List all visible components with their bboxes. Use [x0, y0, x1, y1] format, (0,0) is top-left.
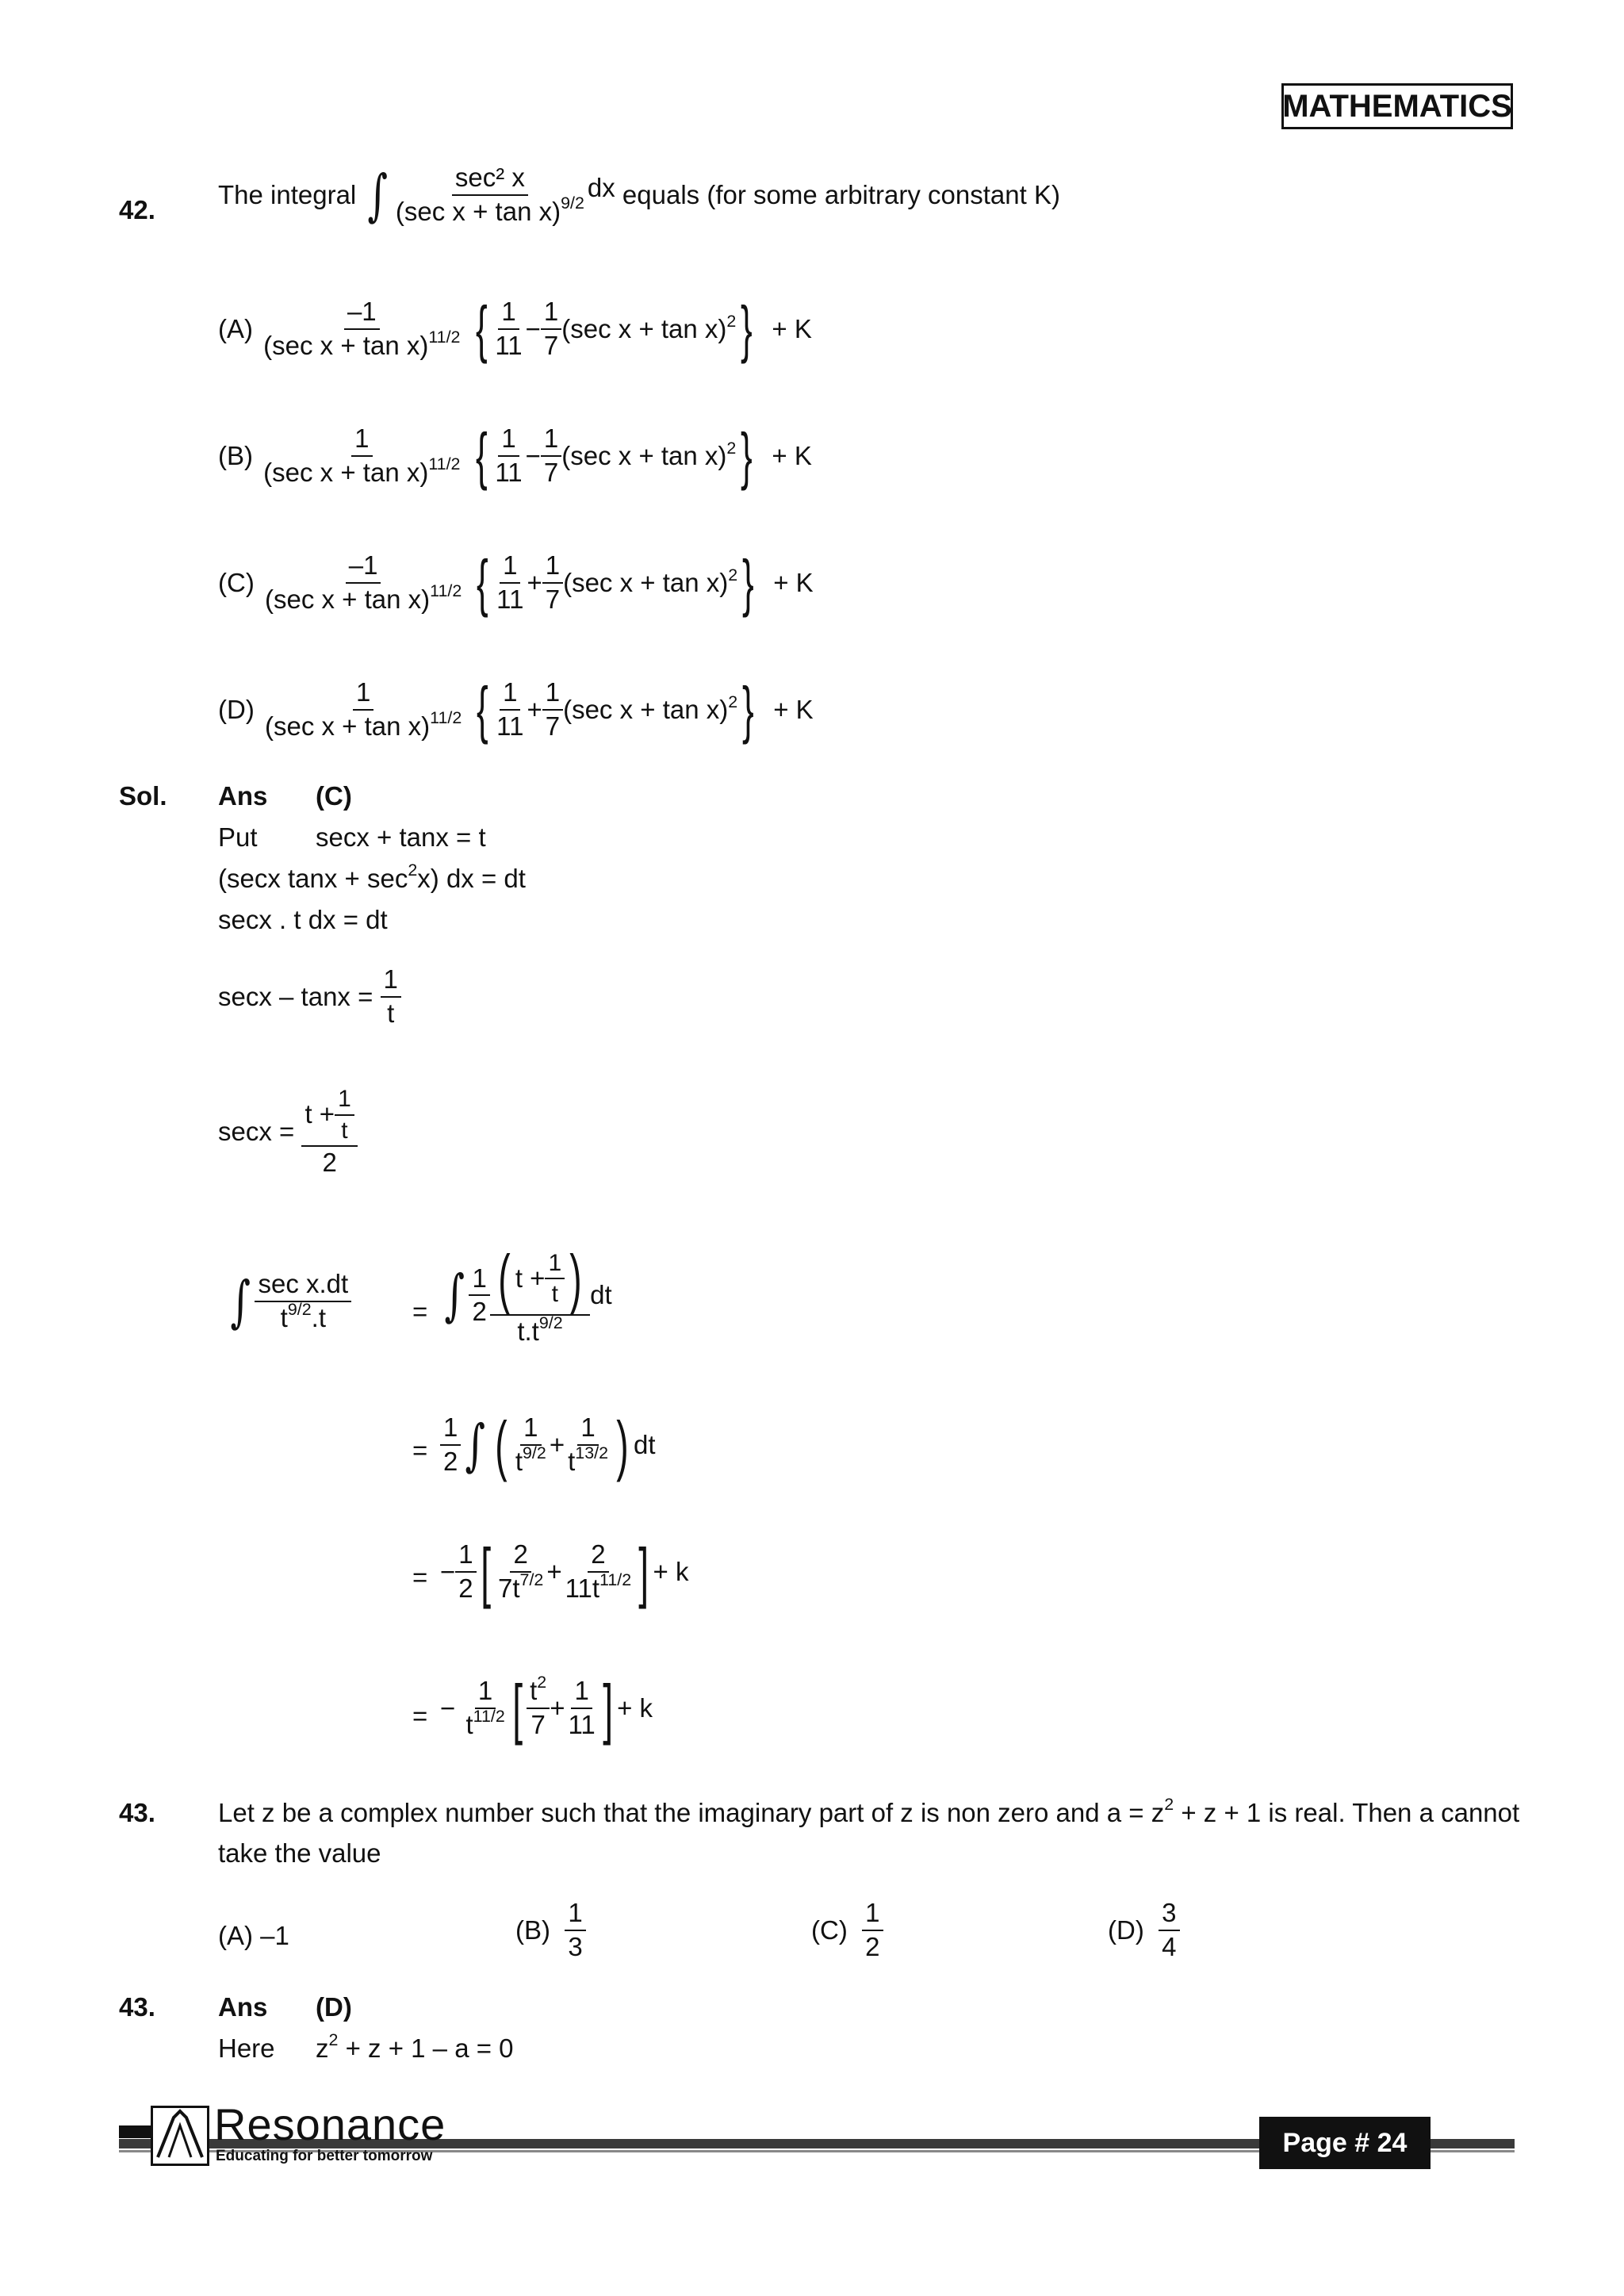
rhs-fraction [490, 1241, 590, 1346]
inner-frac-1 [493, 552, 527, 613]
t-base: t [465, 1710, 473, 1739]
inner-num: 1 [500, 679, 520, 711]
left-brace: { [475, 420, 488, 491]
half-den: 2 [443, 1447, 458, 1476]
minus-sign: − [440, 1693, 456, 1723]
den-text: (sec x + tan x) [263, 331, 429, 360]
step3-rhs [440, 1535, 689, 1609]
option-b: (B) $\frac{1}{(\sec x + \tan x)^{11/2}}$ { $\frac{1}{11}$ − $\frac{1}{7}$ (sec x + tan x) 2 } + K [218, 420, 812, 491]
integral-sign: ∫ [444, 1263, 465, 1328]
equals-sign: = [412, 1562, 428, 1592]
dt-label: dt [633, 1430, 656, 1459]
option-label: (A) [218, 314, 253, 343]
inner-den: 11 [496, 711, 524, 741]
frac-den: 4 [1162, 1931, 1177, 1961]
integral-sign: ∫ [367, 163, 389, 228]
option-d: (D) $\frac{1}{(\sec x + \tan x)^{11/2}}$ { $\frac{1}{11}$ + $\frac{1}{7}$ (sec x + tan x) 2 } + K [218, 674, 814, 745]
page-number: Page # 24 [1259, 2117, 1431, 2169]
t-exp: 9/2 [523, 1443, 546, 1462]
term1-num: 1 [520, 1414, 541, 1446]
eq-sup: 2 [328, 2030, 339, 2049]
inner-frac-2 [542, 552, 563, 613]
question-number: 42. [119, 195, 155, 224]
option-b [515, 1899, 586, 1961]
answer-value: (D) [316, 1992, 352, 2022]
half-fraction [469, 1265, 489, 1326]
eq-post: + z + 1 – a = 0 [338, 2033, 514, 2063]
term1-den [512, 1443, 550, 1476]
option-den [260, 330, 463, 360]
term1-den: 7 [530, 1710, 546, 1739]
term2-fraction [562, 1541, 635, 1602]
inner-num: 1 [498, 425, 519, 457]
inner-fraction [545, 1251, 565, 1307]
lhs-den-t: t [280, 1303, 288, 1332]
question-42-stem [218, 163, 1060, 228]
resonance-logo-icon [151, 2106, 209, 2166]
half-num: 1 [455, 1541, 476, 1573]
inner-num: 1 [542, 679, 563, 711]
term1-fraction [512, 1414, 550, 1475]
inner-term: (sec x + tan x) [561, 441, 727, 470]
inner-den: 7 [545, 585, 561, 614]
left-brace: { [477, 547, 489, 618]
t-exp: 2 [537, 1673, 547, 1692]
answer-label: Ans [218, 1992, 268, 2022]
t-base: 7t [497, 1573, 520, 1603]
operator: + [527, 695, 542, 724]
den-text: (sec x + tan x) [263, 458, 429, 487]
rhs-numerator [490, 1241, 590, 1316]
here-label: Here [218, 2033, 275, 2063]
term2-den [562, 1570, 635, 1603]
left-paren: ( [495, 1408, 508, 1482]
lhs-den-exp: 9/2 [287, 1300, 312, 1319]
inner-num: 1 [545, 1251, 565, 1280]
inner-den: 11 [496, 585, 524, 614]
derivative-sup: 2 [408, 861, 418, 880]
option-label: (D) [218, 695, 255, 724]
term1-fraction [527, 1673, 550, 1739]
inner-den: t [341, 1117, 348, 1144]
text-sup: 2 [1164, 1795, 1174, 1814]
t-base: t [515, 1447, 523, 1476]
option-fraction [565, 1899, 585, 1961]
right-paren: ) [569, 1241, 582, 1316]
dt-label: dt [590, 1280, 612, 1310]
option-label: (C) [218, 568, 255, 597]
right-brace: } [741, 420, 753, 491]
option-fraction [862, 1899, 883, 1961]
t-exp: 7/2 [519, 1570, 544, 1589]
option-fraction [260, 298, 463, 359]
right-bracket: ] [638, 1535, 649, 1609]
constant-term: + K [773, 695, 814, 724]
inner-num: 1 [542, 552, 563, 584]
term2-num: 1 [577, 1414, 598, 1446]
put-label: Put [218, 822, 258, 852]
den-exp: 11/2 [430, 708, 462, 727]
term2-fraction [565, 1414, 611, 1475]
half-fraction [440, 1414, 461, 1475]
right-bracket: ] [603, 1671, 613, 1746]
inner-term: (sec x + tan x) [561, 314, 727, 343]
option-label: (C) [811, 1915, 848, 1945]
inner-den: 7 [543, 331, 559, 360]
substitution-line: secx + tanx = t [316, 822, 486, 852]
den-exp: 11/2 [428, 454, 461, 473]
operator: + [527, 568, 542, 597]
t-base: t [568, 1447, 576, 1476]
integrand-numerator: sec² x [452, 164, 528, 196]
left-bracket: [ [480, 1535, 491, 1609]
derivative-pre: (secx tanx + sec [218, 864, 408, 893]
plus-sign: + [549, 1430, 565, 1459]
inner-den: 7 [545, 711, 561, 741]
option-den [262, 708, 465, 741]
t-base: 11t [565, 1573, 600, 1603]
derivative-post: x) dx = dt [417, 864, 526, 893]
secx-t-line: secx . t dx = dt [218, 905, 388, 934]
frac-num: 1 [381, 966, 401, 998]
question-43-text-cont: take the value [218, 1838, 381, 1868]
pre-num: 1 [475, 1677, 496, 1709]
inner-num: 1 [335, 1087, 354, 1116]
left-brace: { [477, 674, 489, 745]
option-fraction [1159, 1899, 1179, 1961]
option-c [811, 1899, 883, 1961]
term1-den [495, 1570, 546, 1603]
secx-denominator: 2 [322, 1148, 337, 1177]
integral-sign: ∫ [465, 1412, 486, 1478]
t-base: t [530, 1676, 538, 1706]
option-fraction [262, 679, 465, 740]
text-part-a: Let z be a complex number such that the imaginary part of z is non zero and a = z [218, 1798, 1165, 1827]
den-exp: 11/2 [430, 581, 462, 600]
t-exp: 11/2 [473, 1707, 505, 1726]
left-paren: ( [498, 1241, 511, 1316]
t-plus: t + [304, 1099, 335, 1129]
question-number: 43. [119, 1798, 155, 1827]
option-d [1108, 1899, 1180, 1961]
brand-name: Resonance [214, 2099, 446, 2149]
option-num: –1 [344, 298, 380, 330]
option-num: 1 [353, 679, 373, 711]
step1-rhs [440, 1241, 612, 1346]
term2-num: 1 [571, 1677, 592, 1709]
derivative-line [218, 861, 526, 894]
constant-term: + K [772, 441, 812, 470]
constant-term: + K [773, 568, 814, 597]
option-fraction [260, 425, 463, 486]
frac-num: 3 [1159, 1899, 1179, 1931]
half-num: 1 [440, 1414, 461, 1446]
term2-num: 2 [588, 1541, 608, 1573]
logo-bar [119, 2125, 151, 2138]
minus-sign: − [440, 1557, 456, 1586]
option-label: (B) [218, 441, 253, 470]
lhs-den-tail: .t [311, 1303, 326, 1332]
plus-k: + k [617, 1693, 653, 1723]
line5-pre: secx = [218, 1116, 295, 1146]
half-num: 1 [469, 1265, 489, 1297]
equals-sign: = [412, 1297, 428, 1326]
dx-label: dx [587, 173, 615, 202]
half-den: 2 [458, 1573, 473, 1603]
inner-frac-2 [541, 425, 561, 486]
t-plus: t + [515, 1263, 546, 1293]
inner-num: 1 [541, 425, 561, 457]
right-brace: } [742, 674, 754, 745]
option-fraction [262, 552, 465, 613]
right-brace: } [742, 547, 754, 618]
option-num: –1 [346, 552, 381, 584]
plus-sign: + [546, 1557, 562, 1586]
option-num: 1 [351, 425, 372, 457]
option-a: (A) $\frac{-1}{(\sec x + \tan x)^{11/2}}$ { $\frac{1}{11}$ − $\frac{1}{7}$ (sec x + tan x) 2 } + K [218, 293, 812, 364]
inner-frac-1 [492, 425, 525, 486]
inner-den: t [551, 1281, 558, 1307]
den-exp: 11/2 [428, 328, 461, 347]
inner-frac-1 [492, 298, 525, 359]
constant-term: + K [772, 314, 812, 343]
plus-k: + k [653, 1557, 689, 1586]
line4-pre: secx – tanx = [218, 981, 373, 1011]
inner-frac-2 [542, 679, 563, 740]
one-over-t [381, 966, 401, 1027]
inner-frac-2 [541, 298, 561, 359]
frac-den: 3 [568, 1931, 583, 1961]
left-bracket: [ [512, 1671, 523, 1746]
integrand-denominator [393, 196, 588, 226]
subject-header: MATHEMATICS [1281, 83, 1513, 129]
den-text: (sec x + tan x) [264, 585, 431, 614]
eq-pre: z [316, 2033, 329, 2063]
term1-num [527, 1673, 550, 1709]
den-exp: 9/2 [538, 1313, 563, 1332]
t-exp: 13/2 [575, 1443, 608, 1462]
inner-num: 1 [500, 552, 520, 584]
inner-num: 1 [498, 298, 519, 330]
term2-den: 11 [568, 1710, 596, 1739]
answer-label: Ans [218, 781, 268, 811]
frac-num: 1 [862, 1899, 883, 1931]
step2-rhs [440, 1408, 656, 1482]
brand-tagline: Educating for better tomorrow [216, 2148, 433, 2164]
secx-formula-line [218, 1087, 358, 1177]
lhs-num: sec x.dt [255, 1271, 351, 1302]
inner-num: 1 [541, 298, 561, 330]
frac-den: t [387, 998, 395, 1028]
inner-frac-1 [493, 679, 527, 740]
pre-den [462, 1709, 508, 1739]
inner-den: 11 [495, 331, 523, 360]
term1-fraction [495, 1541, 546, 1602]
right-brace: } [741, 293, 753, 364]
option-den [260, 454, 463, 487]
half-fraction [455, 1541, 476, 1602]
integrand-fraction [393, 164, 588, 225]
inner-den: 7 [543, 458, 559, 487]
equals-sign: = [412, 1435, 428, 1465]
equation-line [316, 2030, 514, 2064]
inner-den: 11 [495, 458, 523, 487]
text-part-b: + z + 1 is real. Then a cannot [1174, 1798, 1520, 1827]
option-den [262, 581, 465, 614]
integral-sign: ∫ [230, 1269, 251, 1334]
secx-minus-tanx-line [218, 966, 401, 1027]
answer-value: (C) [316, 781, 352, 811]
inner-term: (sec x + tan x) [563, 695, 729, 724]
lhs-den [278, 1302, 329, 1332]
right-paren: ) [616, 1408, 629, 1482]
option-a: (A) –1 [218, 1921, 289, 1950]
den-exponent: 9/2 [561, 194, 584, 213]
plus-sign: + [550, 1693, 565, 1723]
secx-numerator [301, 1087, 357, 1147]
equals-sign: = [412, 1701, 428, 1731]
operator: − [525, 314, 541, 343]
term2-den [565, 1443, 611, 1476]
den-text: (sec x + tan x) [264, 711, 431, 741]
solution-number: 43. [119, 1992, 155, 2022]
option-label: (B) [515, 1915, 550, 1945]
left-brace: { [475, 293, 488, 364]
secx-fraction [301, 1087, 357, 1177]
option-c: (C) $\frac{-1}{(\sec x + \tan x)^{11/2}}$ { $\frac{1}{11}$ + $\frac{1}{7}$ (sec x + tan x) 2 } + K [218, 547, 814, 618]
question-43-text [218, 1795, 1520, 1828]
t-exp: 11/2 [599, 1570, 632, 1589]
prefactor-fraction [462, 1677, 508, 1738]
half-den: 2 [472, 1297, 487, 1327]
frac-den: 2 [865, 1931, 880, 1961]
step4-rhs [440, 1671, 653, 1746]
operator: − [525, 441, 541, 470]
lhs-fraction [255, 1271, 351, 1332]
den-text: (sec x + tan x) [395, 197, 561, 226]
step1-lhs [226, 1269, 351, 1334]
den-text: t.t [517, 1317, 539, 1346]
term2-fraction [565, 1677, 599, 1738]
stem-prefix: The integral [218, 180, 357, 209]
option-label: (D) [1108, 1915, 1144, 1945]
rhs-denominator [514, 1313, 565, 1346]
frac-num: 1 [565, 1899, 585, 1931]
inner-fraction [335, 1087, 354, 1143]
solution-label: Sol. [119, 781, 167, 811]
inner-term: (sec x + tan x) [563, 568, 729, 597]
stem-suffix: equals (for some arbitrary constant K) [622, 180, 1060, 209]
logo-mark-icon [153, 2108, 207, 2164]
term1-num: 2 [510, 1541, 530, 1573]
